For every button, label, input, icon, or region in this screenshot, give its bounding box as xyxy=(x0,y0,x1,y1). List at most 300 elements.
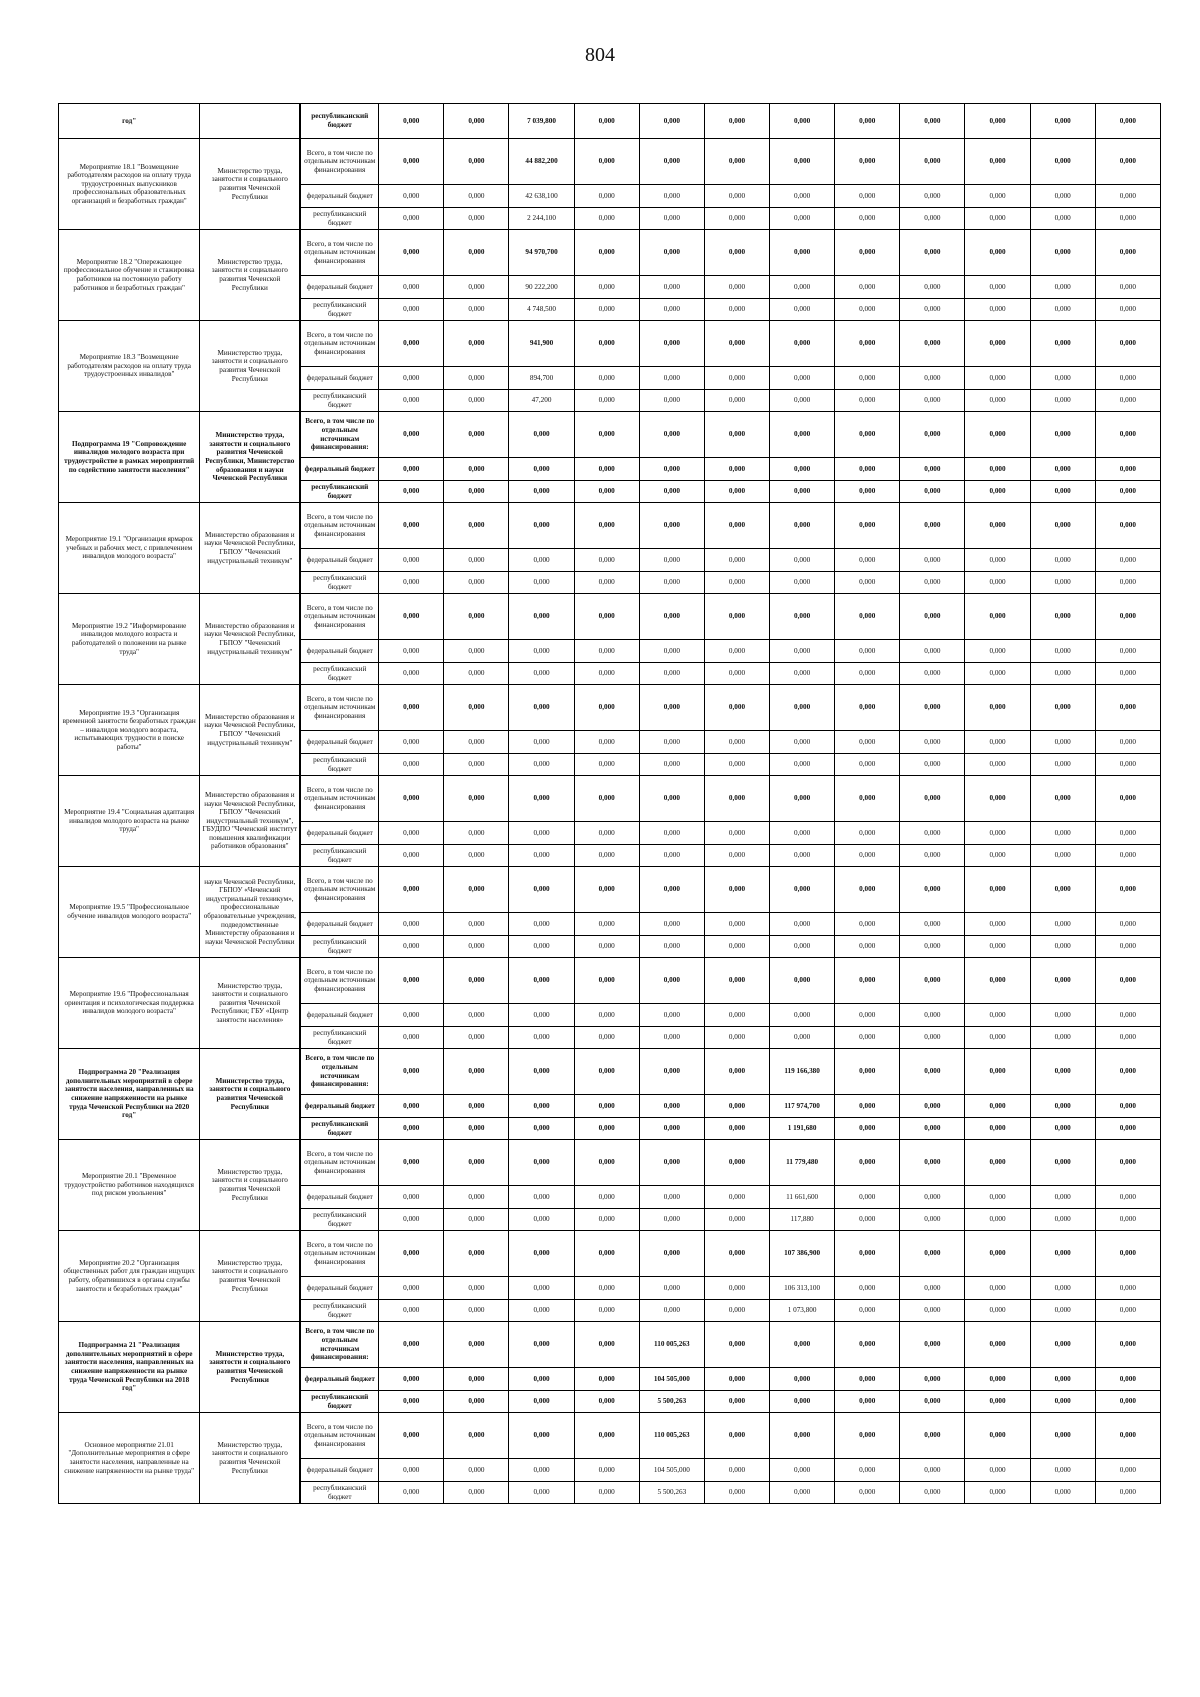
amount-cell: 0,000 xyxy=(835,503,900,549)
amount-cell: 0,000 xyxy=(900,390,965,412)
amount-cell: 0,000 xyxy=(1030,1322,1095,1368)
funding-source-cell: федеральный бюджет xyxy=(300,1095,378,1118)
amount-cell: 0,000 xyxy=(379,1413,444,1459)
amount-cell: 0,000 xyxy=(704,685,769,731)
amount-cell: 0,000 xyxy=(574,230,639,276)
amount-cell: 0,000 xyxy=(574,1322,639,1368)
executor-cell: Министерство труда, занятости и социального развития Чеченской Республики xyxy=(200,1413,300,1504)
funding-source-cell: Всего, в том числе по отдельным источникам финансирования: xyxy=(300,412,378,458)
amount-cell: 0,000 xyxy=(965,663,1030,685)
measure-name-cell: Мероприятие 18.3 "Возмещение работодателям расходов на оплату труда трудоустроенных инвалидов" xyxy=(59,321,200,412)
amount-cell: 0,000 xyxy=(574,390,639,412)
amount-cell: 0,000 xyxy=(900,412,965,458)
amount-cell: 0,000 xyxy=(835,640,900,663)
amount-cell: 0,000 xyxy=(639,913,704,936)
amount-cell: 0,000 xyxy=(770,572,835,594)
amount-cell: 0,000 xyxy=(835,572,900,594)
amount-cell: 0,000 xyxy=(965,104,1030,139)
amount-cell: 0,000 xyxy=(704,754,769,776)
funding-source-cell: федеральный бюджет xyxy=(300,458,378,481)
amount-cell: 0,000 xyxy=(574,1231,639,1277)
amount-cell: 0,000 xyxy=(900,822,965,845)
amount-cell: 0,000 xyxy=(965,208,1030,230)
amount-cell: 0,000 xyxy=(639,663,704,685)
amount-cell: 5 500,263 xyxy=(639,1391,704,1413)
amount-cell: 0,000 xyxy=(574,1186,639,1209)
amount-cell: 0,000 xyxy=(704,458,769,481)
amount-cell: 0,000 xyxy=(835,1049,900,1095)
funding-source-cell: Всего, в том числе по отдельным источникам финансирования xyxy=(300,1231,378,1277)
amount-cell: 0,000 xyxy=(444,1140,509,1186)
amount-cell: 0,000 xyxy=(444,549,509,572)
amount-cell: 0,000 xyxy=(1095,458,1160,481)
amount-cell: 0,000 xyxy=(835,685,900,731)
amount-cell: 0,000 xyxy=(1095,1186,1160,1209)
amount-cell: 0,000 xyxy=(965,1231,1030,1277)
amount-cell: 0,000 xyxy=(900,104,965,139)
amount-cell: 0,000 xyxy=(639,1095,704,1118)
amount-cell: 0,000 xyxy=(379,367,444,390)
amount-cell: 117,880 xyxy=(770,1209,835,1231)
amount-cell: 0,000 xyxy=(770,549,835,572)
measure-name-cell: Мероприятие 19.2 "Информирование инвалидов молодого возраста и работодателей о положении на рынке труда" xyxy=(59,594,200,685)
amount-cell: 0,000 xyxy=(770,1004,835,1027)
amount-cell: 0,000 xyxy=(835,845,900,867)
amount-cell: 0,000 xyxy=(1095,185,1160,208)
executor-cell: науки Чеченской Республики, ГБПОУ «Чеченский индустриальный техникум», профессиональные образовательные учреждения, подведомственные Министерству образования и науки Чеченской Республики xyxy=(200,867,300,958)
amount-cell: 0,000 xyxy=(770,1482,835,1504)
amount-cell: 0,000 xyxy=(1095,390,1160,412)
amount-cell: 0,000 xyxy=(1030,503,1095,549)
amount-cell: 0,000 xyxy=(509,640,574,663)
amount-cell: 0,000 xyxy=(574,822,639,845)
funding-source-cell: Всего, в том числе по отдельным источникам финансирования: xyxy=(300,1049,378,1095)
amount-cell: 0,000 xyxy=(965,867,1030,913)
measure-name-cell: Основное мероприятие 21.01 "Дополнительные мероприятия в сфере занятости населения, направленные на снижение напряженности на рынке труда" xyxy=(59,1413,200,1504)
amount-cell: 0,000 xyxy=(770,299,835,321)
funding-source-cell: республиканский бюджет xyxy=(300,1209,378,1231)
funding-source-cell: республиканский бюджет xyxy=(300,572,378,594)
amount-cell: 0,000 xyxy=(444,208,509,230)
amount-cell: 0,000 xyxy=(1030,367,1095,390)
amount-cell: 0,000 xyxy=(574,1095,639,1118)
amount-cell: 0,000 xyxy=(639,776,704,822)
amount-cell: 0,000 xyxy=(900,503,965,549)
amount-cell: 0,000 xyxy=(965,1322,1030,1368)
amount-cell: 0,000 xyxy=(770,481,835,503)
amount-cell: 0,000 xyxy=(574,663,639,685)
amount-cell: 0,000 xyxy=(574,685,639,731)
amount-cell: 0,000 xyxy=(444,1027,509,1049)
table-row xyxy=(59,958,1161,1004)
amount-cell: 0,000 xyxy=(704,104,769,139)
amount-cell: 0,000 xyxy=(900,230,965,276)
amount-cell: 0,000 xyxy=(1030,731,1095,754)
amount-cell: 0,000 xyxy=(574,321,639,367)
amount-cell: 0,000 xyxy=(965,481,1030,503)
amount-cell: 0,000 xyxy=(509,731,574,754)
amount-cell: 0,000 xyxy=(639,104,704,139)
amount-cell: 0,000 xyxy=(444,1095,509,1118)
amount-cell: 0,000 xyxy=(444,776,509,822)
amount-cell: 0,000 xyxy=(1030,230,1095,276)
amount-cell: 0,000 xyxy=(835,1004,900,1027)
amount-cell: 0,000 xyxy=(965,549,1030,572)
amount-cell: 0,000 xyxy=(1095,481,1160,503)
amount-cell: 0,000 xyxy=(509,1322,574,1368)
amount-cell: 0,000 xyxy=(770,367,835,390)
amount-cell: 0,000 xyxy=(835,663,900,685)
amount-cell: 0,000 xyxy=(1095,1209,1160,1231)
amount-cell: 0,000 xyxy=(704,1140,769,1186)
amount-cell: 0,000 xyxy=(444,1459,509,1482)
amount-cell: 0,000 xyxy=(835,1322,900,1368)
amount-cell: 0,000 xyxy=(900,481,965,503)
amount-cell: 0,000 xyxy=(1095,685,1160,731)
amount-cell: 0,000 xyxy=(835,913,900,936)
amount-cell: 0,000 xyxy=(770,594,835,640)
amount-cell: 0,000 xyxy=(639,1118,704,1140)
funding-source-cell: федеральный бюджет xyxy=(300,1004,378,1027)
amount-cell: 0,000 xyxy=(965,412,1030,458)
amount-cell: 0,000 xyxy=(770,936,835,958)
amount-cell: 0,000 xyxy=(1095,412,1160,458)
amount-cell: 0,000 xyxy=(900,958,965,1004)
amount-cell: 0,000 xyxy=(965,754,1030,776)
amount-cell: 0,000 xyxy=(1095,572,1160,594)
funding-source-cell: республиканский бюджет xyxy=(300,1118,378,1140)
amount-cell: 0,000 xyxy=(509,1027,574,1049)
amount-cell: 0,000 xyxy=(1030,1300,1095,1322)
amount-cell: 0,000 xyxy=(965,822,1030,845)
amount-cell: 0,000 xyxy=(1030,208,1095,230)
amount-cell: 0,000 xyxy=(770,185,835,208)
executor-cell: Министерство труда, занятости и социального развития Чеченской Республики, Министерство образования и науки Чеченской Республики xyxy=(200,412,300,503)
amount-cell: 0,000 xyxy=(574,1049,639,1095)
amount-cell: 0,000 xyxy=(509,1413,574,1459)
amount-cell: 0,000 xyxy=(770,230,835,276)
funding-source-cell: Всего, в том числе по отдельным источникам финансирования xyxy=(300,1413,378,1459)
amount-cell: 0,000 xyxy=(770,276,835,299)
funding-source-cell: республиканский бюджет xyxy=(300,390,378,412)
funding-source-cell: Всего, в том числе по отдельным источникам финансирования xyxy=(300,230,378,276)
amount-cell: 0,000 xyxy=(444,1368,509,1391)
amount-cell: 0,000 xyxy=(379,1049,444,1095)
amount-cell: 0,000 xyxy=(704,1368,769,1391)
amount-cell: 0,000 xyxy=(965,1209,1030,1231)
amount-cell: 0,000 xyxy=(704,208,769,230)
measure-name-cell: Мероприятие 19.1 "Организация ярмарок учебных и рабочих мест, с привлечением инвалидов молодого возраста" xyxy=(59,503,200,594)
amount-cell: 0,000 xyxy=(900,1118,965,1140)
amount-cell: 0,000 xyxy=(639,845,704,867)
amount-cell: 0,000 xyxy=(574,1413,639,1459)
amount-cell: 0,000 xyxy=(639,731,704,754)
amount-cell: 0,000 xyxy=(509,913,574,936)
amount-cell: 0,000 xyxy=(509,481,574,503)
amount-cell: 4 748,500 xyxy=(509,299,574,321)
amount-cell: 2 244,100 xyxy=(509,208,574,230)
amount-cell: 0,000 xyxy=(900,936,965,958)
amount-cell: 0,000 xyxy=(835,1231,900,1277)
table-row xyxy=(59,1140,1161,1186)
amount-cell: 0,000 xyxy=(379,776,444,822)
amount-cell: 0,000 xyxy=(509,1368,574,1391)
amount-cell: 0,000 xyxy=(835,139,900,185)
amount-cell: 0,000 xyxy=(444,1118,509,1140)
amount-cell: 0,000 xyxy=(1030,663,1095,685)
amount-cell: 0,000 xyxy=(835,1413,900,1459)
amount-cell: 0,000 xyxy=(639,936,704,958)
amount-cell: 0,000 xyxy=(1095,1413,1160,1459)
amount-cell: 0,000 xyxy=(379,913,444,936)
amount-cell: 0,000 xyxy=(900,731,965,754)
amount-cell: 0,000 xyxy=(639,1300,704,1322)
amount-cell: 0,000 xyxy=(574,139,639,185)
amount-cell: 0,000 xyxy=(704,572,769,594)
amount-cell: 0,000 xyxy=(704,731,769,754)
amount-cell: 0,000 xyxy=(704,503,769,549)
funding-source-cell: республиканский бюджет xyxy=(300,481,378,503)
funding-source-cell: республиканский бюджет xyxy=(300,1482,378,1504)
amount-cell: 0,000 xyxy=(704,367,769,390)
amount-cell: 0,000 xyxy=(379,208,444,230)
executor-cell: Министерство образования и науки Чеченской Республики, ГБПОУ "Чеченский индустриальный техникум" xyxy=(200,503,300,594)
amount-cell: 0,000 xyxy=(835,731,900,754)
amount-cell: 0,000 xyxy=(1030,1277,1095,1300)
amount-cell: 0,000 xyxy=(1030,685,1095,731)
amount-cell: 0,000 xyxy=(639,822,704,845)
amount-cell: 119 166,380 xyxy=(770,1049,835,1095)
table-row xyxy=(59,104,1161,139)
amount-cell: 0,000 xyxy=(770,412,835,458)
executor-cell: Министерство труда, занятости и социального развития Чеченской Республики xyxy=(200,1049,300,1140)
amount-cell: 0,000 xyxy=(509,685,574,731)
amount-cell: 0,000 xyxy=(1095,367,1160,390)
amount-cell: 0,000 xyxy=(444,1322,509,1368)
amount-cell: 0,000 xyxy=(379,1368,444,1391)
amount-cell: 110 005,263 xyxy=(639,1322,704,1368)
table-row xyxy=(59,685,1161,731)
amount-cell: 0,000 xyxy=(509,1482,574,1504)
amount-cell: 0,000 xyxy=(1095,731,1160,754)
amount-cell: 0,000 xyxy=(1095,139,1160,185)
amount-cell: 0,000 xyxy=(379,1277,444,1300)
amount-cell: 0,000 xyxy=(1030,1049,1095,1095)
amount-cell: 0,000 xyxy=(704,1004,769,1027)
amount-cell: 0,000 xyxy=(1030,1368,1095,1391)
amount-cell: 0,000 xyxy=(1030,1209,1095,1231)
amount-cell: 0,000 xyxy=(574,367,639,390)
executor-cell: Министерство труда, занятости и социального развития Чеченской Республики xyxy=(200,139,300,230)
amount-cell: 0,000 xyxy=(379,594,444,640)
amount-cell: 0,000 xyxy=(509,1231,574,1277)
funding-source-cell: Всего, в том числе по отдельным источникам финансирования xyxy=(300,139,378,185)
amount-cell: 0,000 xyxy=(639,1004,704,1027)
amount-cell: 0,000 xyxy=(900,594,965,640)
amount-cell: 0,000 xyxy=(444,412,509,458)
amount-cell: 0,000 xyxy=(509,958,574,1004)
amount-cell: 0,000 xyxy=(900,754,965,776)
amount-cell: 0,000 xyxy=(704,299,769,321)
amount-cell: 0,000 xyxy=(965,367,1030,390)
amount-cell: 0,000 xyxy=(574,549,639,572)
amount-cell: 0,000 xyxy=(379,299,444,321)
amount-cell: 0,000 xyxy=(379,458,444,481)
funding-source-cell: республиканский бюджет xyxy=(300,104,378,139)
amount-cell: 0,000 xyxy=(639,685,704,731)
funding-source-cell: Всего, в том числе по отдельным источникам финансирования xyxy=(300,776,378,822)
executor-cell: Министерство образования и науки Чеченской Республики, ГБПОУ "Чеченский индустриальный техникум", ГБУДПО "Чеченский институт повышения квалификации работников образования" xyxy=(200,776,300,867)
amount-cell: 0,000 xyxy=(1095,276,1160,299)
amount-cell: 0,000 xyxy=(965,594,1030,640)
measure-name-cell: Мероприятие 19.6 "Профессиональная ориентация и психологическая поддержка инвалидов молодого возраста" xyxy=(59,958,200,1049)
amount-cell: 0,000 xyxy=(770,958,835,1004)
amount-cell: 0,000 xyxy=(1030,1095,1095,1118)
amount-cell: 0,000 xyxy=(639,390,704,412)
measure-name-cell: Мероприятие 20.1 "Временное трудоустройство работников находящихся под риском увольнения" xyxy=(59,1140,200,1231)
page-number: 804 xyxy=(585,44,615,66)
amount-cell: 0,000 xyxy=(965,1482,1030,1504)
amount-cell: 0,000 xyxy=(1095,1391,1160,1413)
amount-cell: 0,000 xyxy=(379,1300,444,1322)
amount-cell: 0,000 xyxy=(900,1368,965,1391)
amount-cell: 0,000 xyxy=(639,1027,704,1049)
amount-cell: 0,000 xyxy=(704,1209,769,1231)
amount-cell: 0,000 xyxy=(1095,1277,1160,1300)
amount-cell: 0,000 xyxy=(1030,1391,1095,1413)
amount-cell: 0,000 xyxy=(509,663,574,685)
amount-cell: 0,000 xyxy=(770,822,835,845)
amount-cell: 0,000 xyxy=(965,731,1030,754)
amount-cell: 0,000 xyxy=(770,104,835,139)
amount-cell: 0,000 xyxy=(444,503,509,549)
table-row xyxy=(59,503,1161,549)
funding-source-cell: республиканский бюджет xyxy=(300,208,378,230)
funding-source-cell: федеральный бюджет xyxy=(300,1368,378,1391)
amount-cell: 0,000 xyxy=(1030,1027,1095,1049)
amount-cell: 0,000 xyxy=(965,139,1030,185)
amount-cell: 0,000 xyxy=(444,958,509,1004)
executor-cell: Министерство труда, занятости и социального развития Чеченской Республики xyxy=(200,321,300,412)
amount-cell: 0,000 xyxy=(574,208,639,230)
amount-cell: 0,000 xyxy=(900,1322,965,1368)
funding-source-cell: федеральный бюджет xyxy=(300,822,378,845)
amount-cell: 0,000 xyxy=(379,1322,444,1368)
amount-cell: 0,000 xyxy=(770,1391,835,1413)
funding-source-cell: республиканский бюджет xyxy=(300,1027,378,1049)
amount-cell: 0,000 xyxy=(900,458,965,481)
amount-cell: 0,000 xyxy=(639,572,704,594)
amount-cell: 0,000 xyxy=(639,1209,704,1231)
table-row xyxy=(59,776,1161,822)
amount-cell: 0,000 xyxy=(704,139,769,185)
amount-cell: 0,000 xyxy=(835,367,900,390)
amount-cell: 0,000 xyxy=(900,208,965,230)
amount-cell: 0,000 xyxy=(639,594,704,640)
amount-cell: 0,000 xyxy=(965,1300,1030,1322)
amount-cell: 0,000 xyxy=(1095,208,1160,230)
amount-cell: 0,000 xyxy=(509,1095,574,1118)
amount-cell: 0,000 xyxy=(770,1459,835,1482)
amount-cell: 0,000 xyxy=(574,481,639,503)
amount-cell: 104 505,000 xyxy=(639,1368,704,1391)
amount-cell: 0,000 xyxy=(379,1209,444,1231)
amount-cell: 0,000 xyxy=(379,1391,444,1413)
amount-cell: 0,000 xyxy=(1095,321,1160,367)
amount-cell: 0,000 xyxy=(444,481,509,503)
amount-cell: 0,000 xyxy=(770,640,835,663)
amount-cell: 0,000 xyxy=(704,1231,769,1277)
amount-cell: 0,000 xyxy=(704,594,769,640)
amount-cell: 0,000 xyxy=(704,1118,769,1140)
executor-cell: Министерство труда, занятости и социального развития Чеченской Республики xyxy=(200,1322,300,1413)
amount-cell: 0,000 xyxy=(965,1140,1030,1186)
funding-source-cell: республиканский бюджет xyxy=(300,1391,378,1413)
amount-cell: 0,000 xyxy=(639,481,704,503)
amount-cell: 0,000 xyxy=(444,1482,509,1504)
amount-cell: 0,000 xyxy=(900,299,965,321)
amount-cell: 94 970,700 xyxy=(509,230,574,276)
amount-cell: 0,000 xyxy=(965,1391,1030,1413)
amount-cell: 0,000 xyxy=(444,640,509,663)
funding-source-cell: республиканский бюджет xyxy=(300,299,378,321)
amount-cell: 0,000 xyxy=(574,276,639,299)
amount-cell: 0,000 xyxy=(1030,1140,1095,1186)
amount-cell: 0,000 xyxy=(639,208,704,230)
amount-cell: 0,000 xyxy=(639,1186,704,1209)
amount-cell: 0,000 xyxy=(574,1209,639,1231)
measure-name-cell: год" xyxy=(59,104,200,139)
amount-cell: 0,000 xyxy=(444,1413,509,1459)
amount-cell: 0,000 xyxy=(574,1459,639,1482)
amount-cell: 0,000 xyxy=(900,1277,965,1300)
amount-cell: 0,000 xyxy=(704,1186,769,1209)
amount-cell: 0,000 xyxy=(444,594,509,640)
amount-cell: 117 974,700 xyxy=(770,1095,835,1118)
amount-cell: 0,000 xyxy=(574,1277,639,1300)
measure-name-cell: Подпрограмма 19 "Сопровождение инвалидов молодого возраста при трудоустройстве в рамках мероприятий по содействию занятости населения" xyxy=(59,412,200,503)
amount-cell: 0,000 xyxy=(835,1368,900,1391)
amount-cell: 0,000 xyxy=(1030,1186,1095,1209)
amount-cell: 0,000 xyxy=(770,208,835,230)
amount-cell: 0,000 xyxy=(900,276,965,299)
amount-cell: 0,000 xyxy=(1030,276,1095,299)
amount-cell: 0,000 xyxy=(379,867,444,913)
amount-cell: 0,000 xyxy=(639,321,704,367)
amount-cell: 0,000 xyxy=(379,1027,444,1049)
amount-cell: 0,000 xyxy=(444,276,509,299)
amount-cell: 0,000 xyxy=(639,299,704,321)
amount-cell: 0,000 xyxy=(900,1095,965,1118)
amount-cell: 0,000 xyxy=(379,321,444,367)
amount-cell: 0,000 xyxy=(379,822,444,845)
amount-cell: 0,000 xyxy=(509,1300,574,1322)
amount-cell: 0,000 xyxy=(1030,458,1095,481)
amount-cell: 0,000 xyxy=(379,640,444,663)
amount-cell: 0,000 xyxy=(444,1231,509,1277)
amount-cell: 0,000 xyxy=(835,1186,900,1209)
amount-cell: 0,000 xyxy=(639,958,704,1004)
amount-cell: 0,000 xyxy=(835,1209,900,1231)
amount-cell: 0,000 xyxy=(639,458,704,481)
amount-cell: 0,000 xyxy=(379,549,444,572)
amount-cell: 0,000 xyxy=(835,867,900,913)
funding-source-cell: федеральный бюджет xyxy=(300,640,378,663)
funding-source-cell: федеральный бюджет xyxy=(300,185,378,208)
amount-cell: 0,000 xyxy=(835,1459,900,1482)
executor-cell: Министерство труда, занятости и социального развития Чеченской Республики xyxy=(200,1140,300,1231)
amount-cell: 0,000 xyxy=(444,230,509,276)
